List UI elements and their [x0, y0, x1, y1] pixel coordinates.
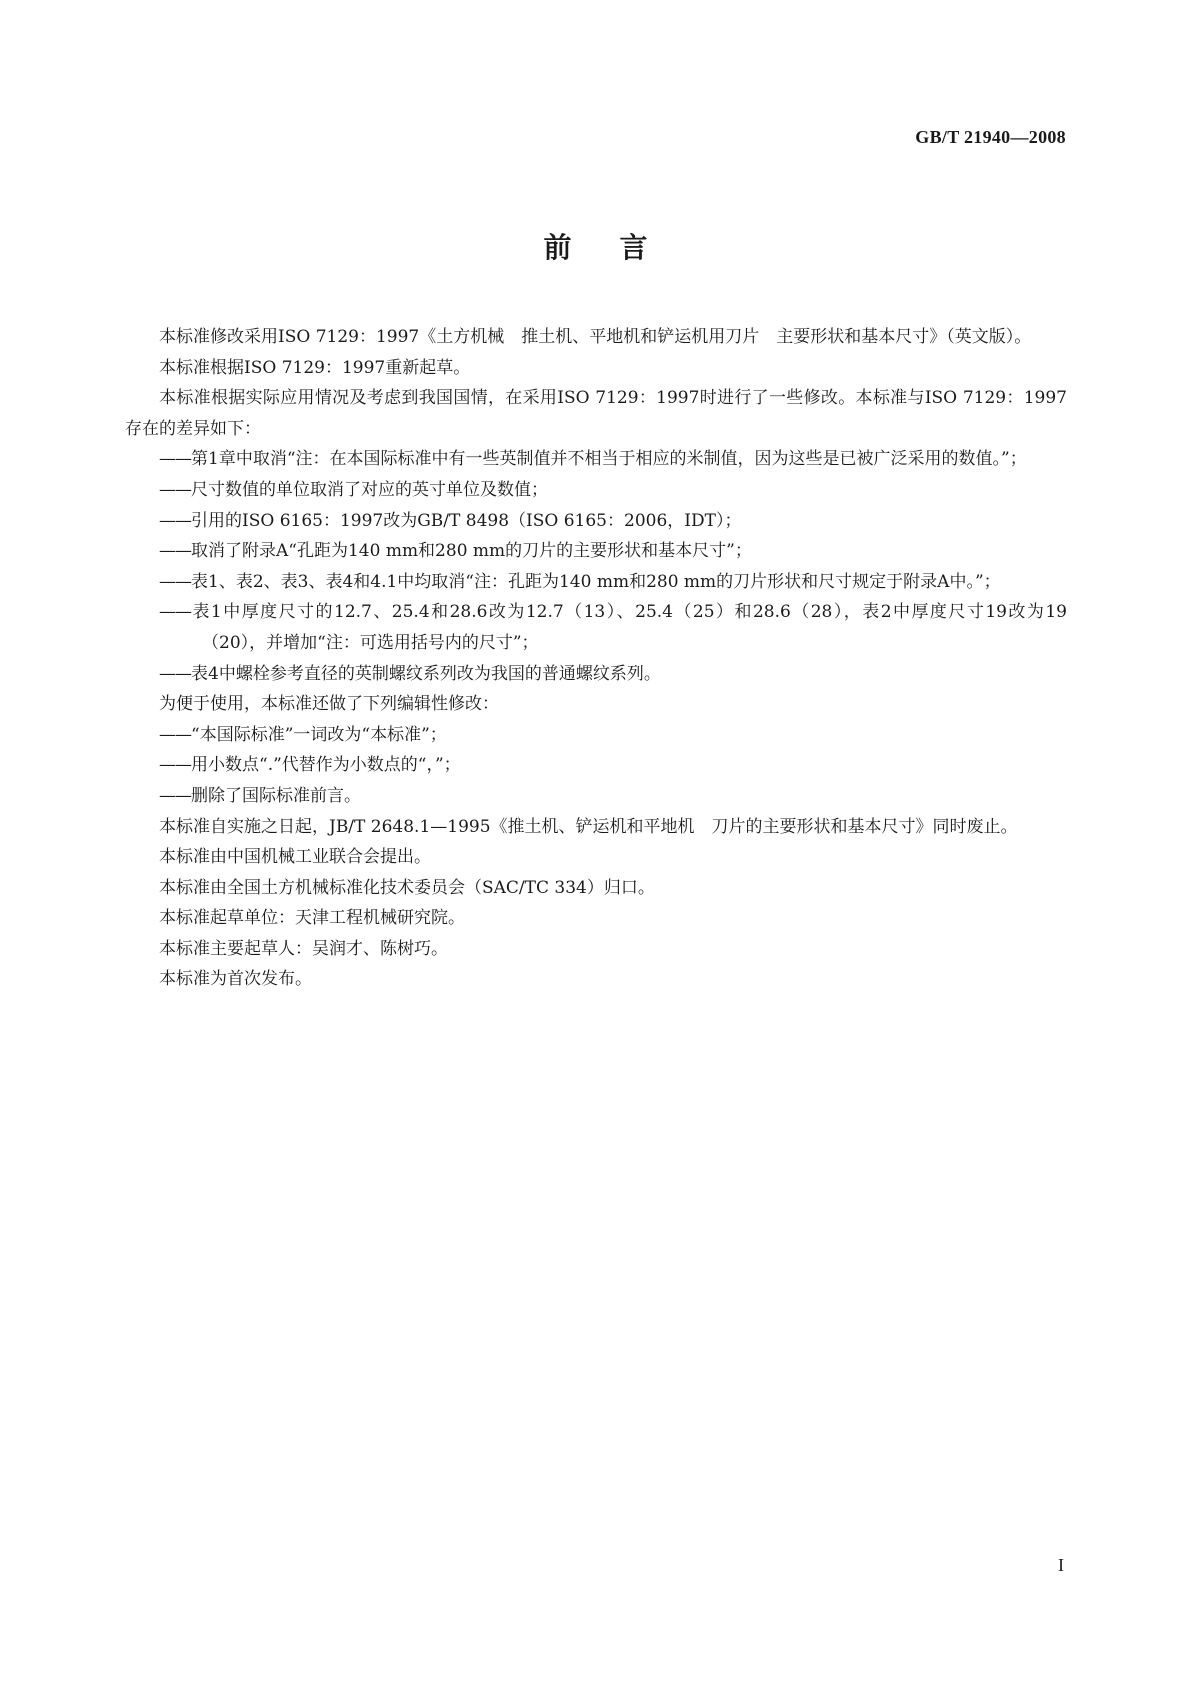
paragraph: 本标准起草单位：天津工程机械研究院。	[159, 908, 465, 929]
dash-marker: ——	[159, 602, 191, 623]
paragraph: 本标准主要起草人：吴润才、陈树巧。	[159, 938, 448, 959]
list-item-text: 表1中厚度尺寸的12.7、25.4和28.6改为12.7（13）、25.4（25）和28.6（28），表2中厚度尺寸19改为19（20），并增加“注：可选用括号内的尺寸”；	[191, 602, 1067, 653]
list-item-text: 取消了附录A“孔距为140 mm和280 mm的刀片的主要形状和基本尺寸”；	[191, 541, 752, 562]
list-item	[125, 444, 1067, 475]
dash-marker: ——	[159, 449, 191, 470]
list-item-text: 尺寸数值的单位取消了对应的英寸单位及数值；	[191, 479, 548, 500]
dash-marker: ——	[159, 510, 191, 531]
page-number: I	[1058, 1555, 1064, 1575]
dash-marker: ——	[159, 663, 191, 684]
list-item	[125, 536, 1067, 567]
list-item	[125, 597, 1067, 658]
list-item-text: 表1、表2、表3、表4和4.1中均取消“注：孔距为140 mm和280 mm的刀片形状和尺寸规定于附录A中。”；	[191, 571, 1001, 592]
paragraph: 本标准由中国机械工业联合会提出。	[159, 847, 431, 868]
dash-marker: ——	[159, 785, 191, 806]
dash-marker: ——	[159, 724, 191, 745]
paragraph: 本标准为首次发布。	[159, 969, 312, 990]
list-item	[125, 781, 1067, 812]
paragraph: 本标准根据ISO 7129：1997重新起草。	[159, 357, 471, 378]
list-item-text: 引用的ISO 6165：1997改为GB/T 8498（ISO 6165：2006，IDT）；	[191, 510, 742, 531]
paragraph: 本标准根据实际应用情况及考虑到我国国情，在采用ISO 7129：1997时进行了一些修改。本标准与ISO 7129：1997存在的差异如下：	[125, 388, 1067, 439]
paragraph: 本标准修改采用ISO 7129：1997《土方机械 推土机、平地机和铲运机用刀片 主要形状和基本尺寸》（英文版）。	[159, 327, 1032, 347]
list-item	[125, 475, 1067, 506]
list-item-text: 删除了国际标准前言。	[191, 785, 361, 806]
paragraph: 为便于使用，本标准还做了下列编辑性修改：	[159, 694, 499, 715]
list-item	[125, 659, 1067, 690]
list-item	[125, 506, 1067, 537]
standard-number: GB/T 21940—2008	[915, 127, 1066, 147]
list-item-text: 用小数点“.”代替作为小数点的“，”；	[191, 755, 461, 776]
list-item-text: “本国际标准”一词改为“本标准”；	[191, 724, 447, 745]
dash-marker: ——	[159, 541, 191, 562]
paragraph: 本标准自实施之日起，JB/T 2648.1—1995《推土机、铲运机和平地机 刀片的主要形状和基本尺寸》同时废止。	[159, 816, 1018, 837]
paragraph: 本标准由全国土方机械标准化技术委员会（SAC/TC 334）归口。	[159, 877, 655, 898]
list-item	[125, 750, 1067, 781]
dash-marker: ——	[159, 571, 191, 592]
dash-marker: ——	[159, 479, 191, 500]
dash-marker: ——	[159, 755, 191, 776]
page-title: 前言	[543, 231, 696, 264]
list-item-text: 表4中螺栓参考直径的英制螺纹系列改为我国的普通螺纹系列。	[191, 663, 661, 684]
foreword-body	[125, 322, 1067, 995]
list-item-text: 第1章中取消“注：在本国际标准中有一些英制值并不相当于相应的米制值，因为这些是已被广泛采用的数值。”；	[191, 449, 1027, 470]
list-item	[125, 567, 1067, 598]
list-item	[125, 720, 1067, 751]
